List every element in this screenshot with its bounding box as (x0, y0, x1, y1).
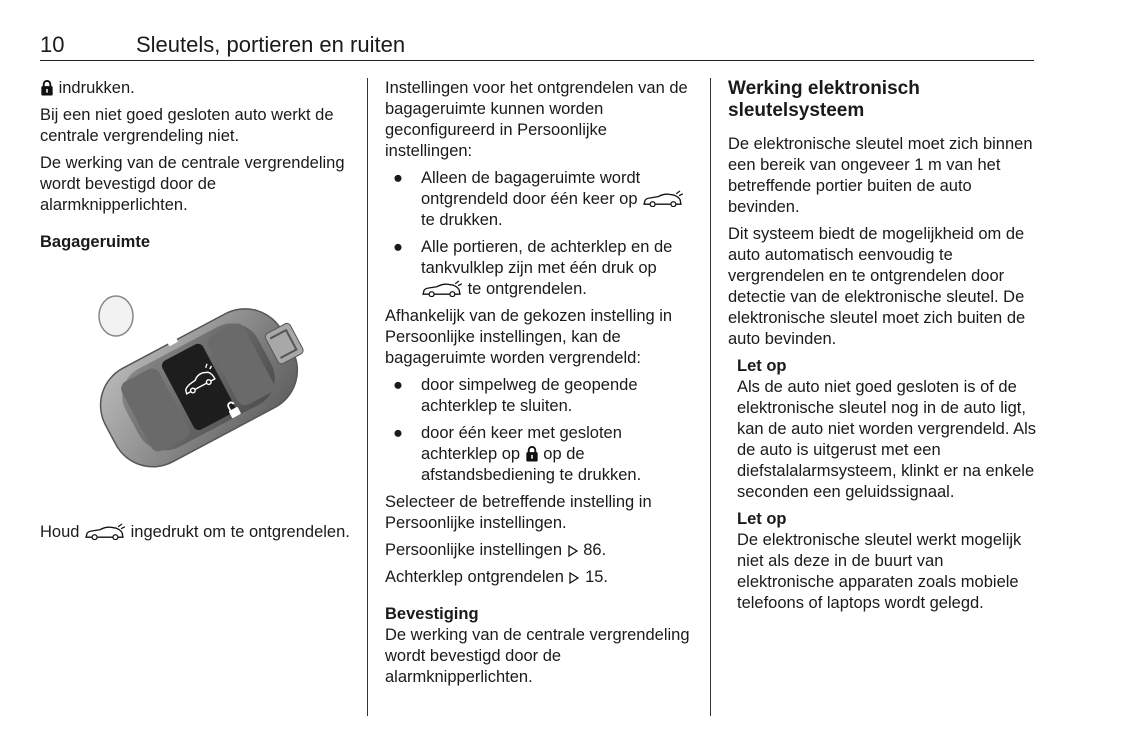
reference-text: Persoonlijke instellingen (385, 541, 563, 559)
column-1 (40, 78, 354, 549)
bullet-icon: ● (393, 424, 403, 442)
note-box (728, 356, 1038, 503)
column-divider (367, 78, 368, 716)
note-title: Let op (737, 510, 787, 528)
paragraph (40, 522, 354, 543)
paragraph: Dit systeem biedt de mogelijkheid om de auto automatisch eenvoudig te vergrendelen en te ontgrendelen door detectie van de elektronische sleutel. De elektronische sleutel moet zich buiten de auto bevinden. (728, 225, 1026, 348)
car-trunk-icon (642, 190, 684, 207)
list-item-text: te ontgrendelen. (467, 280, 587, 298)
paragraph: Selecteer de betreffende instelling in Persoonlijke instellingen. (385, 493, 652, 532)
bullet-list (385, 168, 697, 300)
column-divider (710, 78, 711, 716)
bullet-icon: ● (393, 169, 403, 187)
list-item (385, 375, 697, 417)
chapter-title: Sleutels, portieren en ruiten (136, 32, 406, 57)
list-item-text: Alle portieren, de achterklep en de tankvulklep zijn met één druk op (421, 238, 673, 277)
cross-reference[interactable] (385, 567, 697, 588)
lock-icon (525, 445, 539, 462)
paragraph: Bij een niet goed gesloten auto werkt de centrale vergrendeling niet. (40, 106, 334, 145)
bullet-list (385, 375, 697, 486)
section-heading: Bevestiging (385, 605, 479, 623)
reference-text: Achterklep ontgrendelen (385, 568, 564, 586)
column-2 (385, 78, 697, 694)
list-item-text: te drukken. (421, 211, 503, 229)
car-trunk-icon (421, 280, 463, 297)
list-item (385, 423, 697, 486)
note-text: De elektronische sleutel werkt mogelijk niet als deze in de buurt van elektronische apparaten zoals mobiele telefoons of laptops wordt gelegd. (737, 531, 1022, 612)
column-3 (728, 78, 1038, 620)
paragraph: De elektronische sleutel moet zich binnen een bereik van ongeveer 1 m van het betreffende portier buiten de auto bevinden. (728, 135, 1033, 216)
paragraph (40, 78, 354, 99)
paragraph-text: indrukken. (58, 79, 135, 97)
list-item (385, 237, 697, 300)
cross-reference[interactable] (385, 540, 697, 561)
list-item (385, 168, 697, 231)
note-box (728, 509, 1038, 614)
paragraph: Afhankelijk van de gekozen instelling in Persoonlijke instellingen, kan de bagageruimte worden vergrendeld: (385, 307, 673, 367)
list-item-text: door simpelweg de geopende achterklep te sluiten. (421, 376, 638, 415)
paragraph-text: Houd (40, 523, 80, 541)
arrow-right-icon (568, 571, 580, 585)
paragraph-text: ingedrukt om te ontgrendelen. (130, 523, 350, 541)
note-text: Als de auto niet goed gesloten is of de elektronische sleutel nog in de auto ligt, kan de auto niet worden vergrendeld. Als de auto is uitgerust met een diefstalalarmsysteem, klinkt er na enkele seconden een geluidssignaal. (737, 378, 1037, 501)
car-trunk-icon (84, 523, 126, 540)
reference-page: 15. (585, 568, 608, 586)
key-fob-illustration (70, 279, 320, 504)
list-item-text: op de afstandsbediening te drukken. (421, 445, 642, 484)
bullet-icon: ● (393, 376, 403, 394)
list-item-text: door één keer met gesloten achterklep op (421, 424, 622, 463)
lock-icon (40, 79, 54, 96)
page-number: 10 (40, 32, 65, 57)
section-heading: Bagageruimte (40, 233, 151, 251)
reference-page: 86. (583, 541, 607, 559)
bullet-icon: ● (393, 238, 403, 256)
section-heading: Werking elektronisch sleutelsysteem (728, 78, 920, 121)
arrow-right-icon (567, 544, 579, 558)
paragraph: Instellingen voor het ontgrendelen van de bagageruimte kunnen worden geconfigureerd in Persoonlijke instellingen: (385, 79, 688, 160)
note-title: Let op (737, 357, 787, 375)
page-header (40, 32, 1034, 61)
paragraph: De werking van de centrale vergrendeling wordt bevestigd door de alarmknipperlichten. (40, 154, 345, 214)
list-item-text: Alleen de bagageruimte wordt ontgrendeld door één keer op (421, 169, 641, 208)
paragraph: De werking van de centrale vergrendeling wordt bevestigd door de alarmknipperlichten. (385, 626, 690, 686)
